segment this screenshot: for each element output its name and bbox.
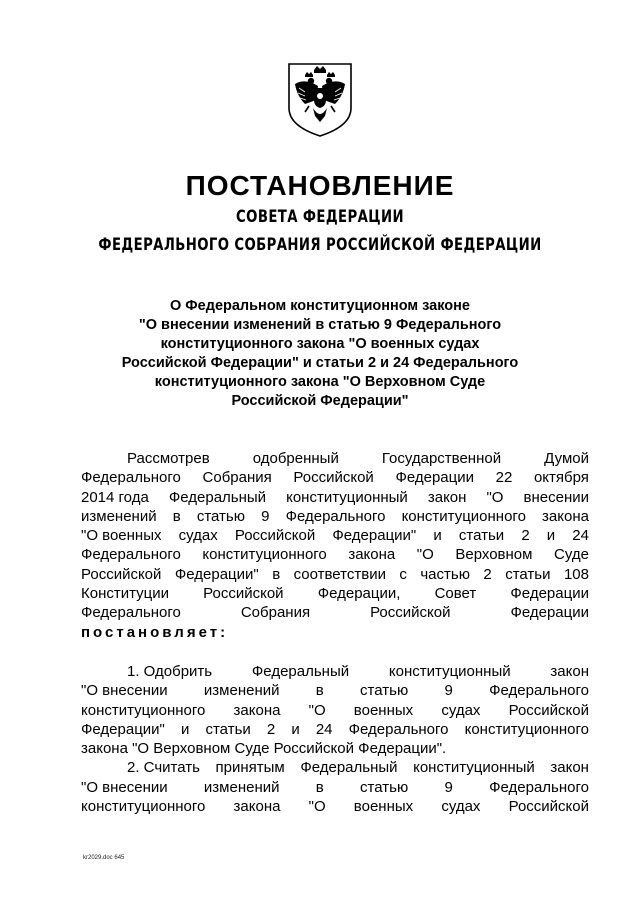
organization-line-1: СОВЕТА ФЕДЕРАЦИИ bbox=[236, 207, 404, 227]
body-line bbox=[81, 758, 589, 777]
word: октября bbox=[533, 469, 589, 487]
word: и bbox=[433, 527, 442, 545]
word: "О bbox=[308, 701, 326, 719]
resolves-word: постановляет: bbox=[81, 623, 229, 641]
subject-line: "О внесении изменений в статью 9 Федерального bbox=[138, 317, 502, 333]
word: Федерации" bbox=[332, 527, 417, 545]
word: конституционный bbox=[388, 662, 511, 680]
word: судах bbox=[441, 798, 481, 816]
body-line bbox=[81, 449, 589, 468]
word: Собрания bbox=[240, 604, 311, 622]
word: конституционного bbox=[81, 798, 206, 816]
word: одобренный bbox=[252, 450, 339, 467]
word: изменений bbox=[203, 778, 280, 796]
word: в bbox=[172, 507, 181, 525]
word: 24 bbox=[572, 527, 589, 545]
word: Российской bbox=[508, 798, 589, 816]
word: Собрания bbox=[202, 469, 272, 487]
word: "О внесении bbox=[81, 778, 168, 796]
word: 1. Одобрить bbox=[127, 662, 213, 680]
body-line bbox=[81, 584, 589, 603]
body-line bbox=[81, 797, 589, 816]
word: закона bbox=[233, 701, 281, 719]
word: судах bbox=[441, 701, 481, 719]
body-line: закона "О Верховном Суде Российской Федерации". bbox=[81, 740, 447, 758]
word: внесении bbox=[523, 488, 589, 506]
word: Федерального bbox=[489, 778, 589, 796]
word: статьи bbox=[505, 565, 551, 583]
word: Рассмотрев bbox=[127, 450, 210, 467]
subject-line: конституционного закона "О Верховном Суде bbox=[154, 374, 486, 390]
organization-line-2: ФЕДЕРАЛЬНОГО СОБРАНИЯ РОССИЙСКОЙ ФЕДЕРАЦИИ bbox=[98, 235, 542, 255]
word: статьи bbox=[205, 720, 251, 738]
word: 2 bbox=[483, 565, 492, 583]
body-line bbox=[81, 778, 589, 797]
word: Федерации bbox=[510, 585, 589, 603]
word: изменений bbox=[81, 507, 157, 525]
word: Федерального bbox=[489, 682, 589, 700]
word: Суде bbox=[554, 546, 589, 564]
word: Думой bbox=[544, 450, 589, 467]
word: Федерального bbox=[81, 604, 181, 622]
body-line bbox=[81, 701, 589, 720]
word: 2. Считать bbox=[127, 759, 200, 777]
word: "О внесении bbox=[81, 682, 168, 700]
word: "О военных bbox=[81, 527, 162, 545]
word: Российской bbox=[234, 527, 316, 545]
word: закон bbox=[550, 759, 589, 777]
word: 9 bbox=[444, 682, 453, 700]
subject-line: конституционного закона "О военных судах bbox=[160, 336, 480, 352]
word: Российской bbox=[508, 701, 589, 719]
word: Конституции bbox=[81, 585, 170, 603]
word: Верховном bbox=[455, 546, 533, 564]
word: статью bbox=[360, 682, 409, 700]
word: Федерации" bbox=[81, 720, 165, 738]
word: 24 bbox=[315, 720, 333, 738]
document-subject bbox=[110, 297, 530, 411]
word: Федерации bbox=[395, 469, 474, 487]
word: в bbox=[272, 565, 281, 583]
word: Федерального bbox=[348, 720, 449, 738]
word: с bbox=[399, 565, 407, 583]
coat-of-arms-icon bbox=[285, 60, 355, 138]
word: конституционного bbox=[401, 507, 526, 525]
word: Федеральный bbox=[251, 662, 350, 680]
word: конституционного bbox=[202, 546, 327, 564]
file-code: kr2029.doc 645 bbox=[83, 855, 125, 861]
word: Федерального bbox=[81, 546, 181, 564]
word: Федерального bbox=[285, 507, 386, 525]
word: военных bbox=[353, 701, 414, 719]
word: Российской bbox=[203, 585, 284, 603]
word: статью bbox=[196, 507, 245, 525]
body-line bbox=[81, 565, 589, 584]
word: изменений bbox=[203, 682, 280, 700]
word: соответствии bbox=[293, 565, 386, 583]
word: 2 bbox=[521, 527, 530, 545]
subject-line: О Федеральном конституционном законе bbox=[170, 298, 470, 314]
body-line bbox=[81, 526, 589, 545]
document-body bbox=[81, 449, 589, 816]
word: 9 bbox=[444, 778, 453, 796]
word: Федерального bbox=[81, 469, 181, 487]
word: Российской bbox=[81, 565, 162, 583]
word: Федеральный bbox=[168, 488, 267, 506]
word: статью bbox=[360, 778, 409, 796]
word: Совет bbox=[434, 585, 477, 603]
word: частью bbox=[420, 565, 470, 583]
word: 108 bbox=[563, 565, 589, 583]
word: 2 bbox=[266, 720, 276, 738]
word: принятым bbox=[215, 759, 285, 777]
word: и bbox=[180, 720, 190, 738]
body-line bbox=[81, 681, 589, 700]
word: Федерации" bbox=[174, 565, 259, 583]
word: Федерации bbox=[510, 604, 589, 622]
word: военных bbox=[353, 798, 414, 816]
item-2-paragraph bbox=[81, 758, 589, 816]
word: закона bbox=[233, 798, 281, 816]
body-line bbox=[81, 720, 589, 739]
word: закона bbox=[348, 546, 396, 564]
body-line bbox=[81, 507, 589, 526]
subject-line: Российской Федерации" bbox=[231, 393, 409, 409]
word: в bbox=[315, 682, 324, 700]
word: Российской bbox=[370, 604, 451, 622]
word: статьи bbox=[458, 527, 505, 545]
body-line bbox=[81, 603, 589, 622]
body-line bbox=[81, 662, 589, 681]
word: Государственной bbox=[381, 450, 502, 467]
word: 9 bbox=[261, 507, 270, 525]
document-title: ПОСТАНОВЛЕНИЕ bbox=[185, 170, 455, 201]
word: "О bbox=[416, 546, 434, 564]
word: Федеральный bbox=[300, 759, 398, 777]
word: 22 bbox=[495, 469, 513, 487]
preamble-paragraph bbox=[81, 449, 589, 642]
word: в bbox=[315, 778, 324, 796]
item-1-paragraph bbox=[81, 662, 589, 758]
word: конституционный bbox=[286, 488, 408, 506]
word: 2014 года bbox=[81, 488, 149, 506]
word: закон bbox=[427, 488, 467, 506]
word: Федерации, bbox=[317, 585, 401, 603]
body-line bbox=[81, 545, 589, 564]
word: закон bbox=[550, 662, 589, 680]
word: "О bbox=[486, 488, 504, 506]
word: и bbox=[546, 527, 556, 545]
word: конституционного bbox=[464, 720, 589, 738]
word: Российской bbox=[293, 469, 374, 487]
word: судах bbox=[178, 527, 218, 545]
body-line bbox=[81, 468, 589, 487]
word: "О bbox=[308, 798, 326, 816]
word: конституционного bbox=[81, 701, 206, 719]
subject-line: Российской Федерации" и статьи 2 и 24 Федерального bbox=[121, 355, 519, 371]
word: конституционный bbox=[413, 759, 535, 777]
word: закона bbox=[542, 507, 589, 525]
word: и bbox=[291, 720, 300, 738]
body-line bbox=[81, 488, 589, 507]
